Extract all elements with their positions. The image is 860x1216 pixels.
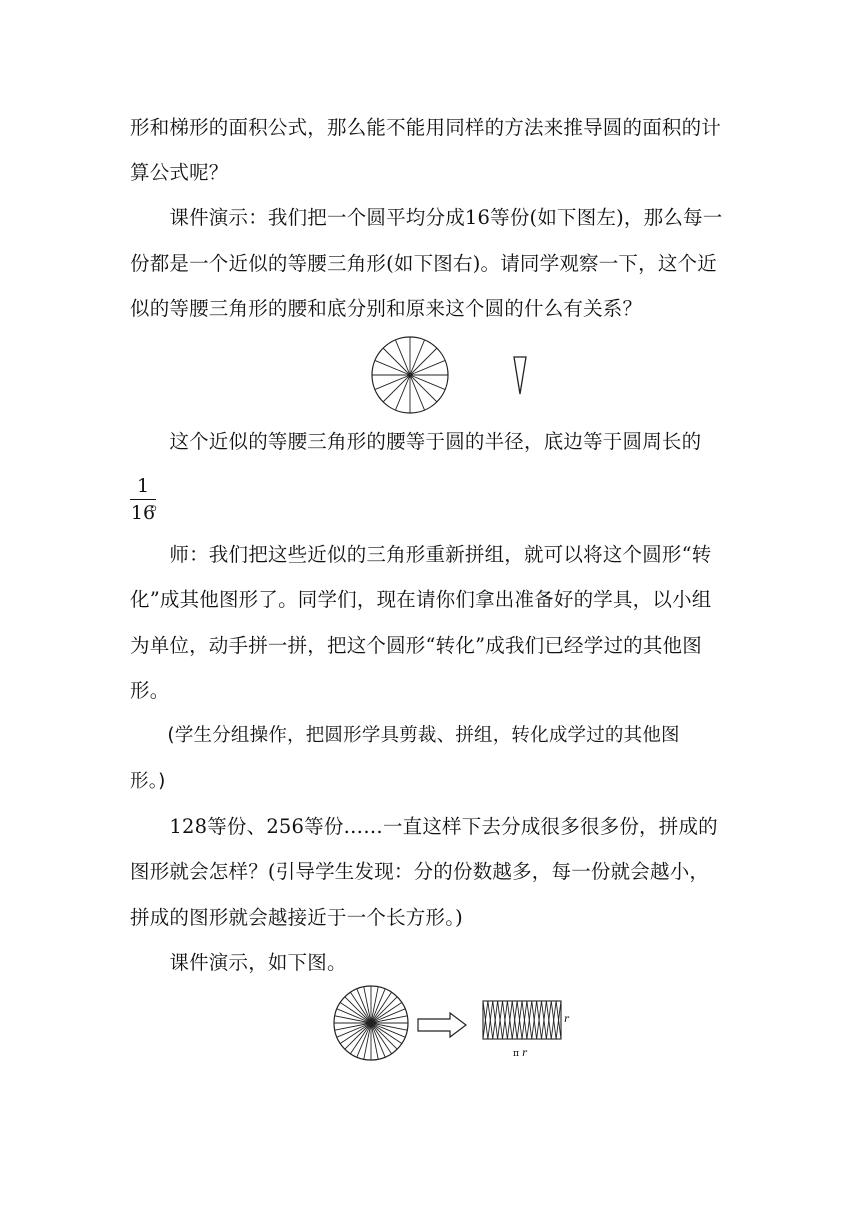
pi-r-label: r — [522, 1048, 527, 1059]
circle-16-spoke — [383, 348, 410, 375]
text-line-1: 形和梯形的面积公式，那么能不能用同样的方法来推导圆的面积的计 — [130, 116, 722, 139]
text-line-9: 为单位，动手拼一拼，把这个圆形“转化”成我们已经学过的其他图 — [130, 634, 702, 657]
isosceles-triangle-shape — [514, 357, 526, 394]
radius-label: r — [564, 1014, 569, 1025]
text-line-12: 形。) — [130, 771, 166, 792]
text-line-5: 似的等腰三角形的腰和底分别和原来这个圆的什么有关系？ — [130, 297, 643, 320]
text-line-4: 份都是一个近似的等腰三角形(如下图右)。请同学观察一下，这个近 — [130, 252, 717, 275]
text-line-16: 课件演示，如下图。 — [130, 951, 347, 974]
circle-32-spoke — [371, 1023, 397, 1049]
text-line-3: 课件演示：我们把一个圆平均分成16等份(如下图左)，那么每一 — [130, 206, 723, 229]
text-line-8: 化”成其他图形了。同学们，现在请你们拿出准备好的学具，以小组 — [130, 588, 712, 611]
fraction-tail: 。 — [150, 492, 170, 514]
text-line-15: 拼成的图形就会越接近于一个长方形。) — [130, 906, 463, 929]
text-line-7: 师：我们把这些近似的三角形重新拼组，就可以将这个圆形“转 — [130, 543, 712, 566]
text-line-2: 算公式呢？ — [130, 161, 229, 184]
circle-32-spoke — [345, 997, 371, 1023]
rectangle-zigzag-sectors — [483, 1001, 561, 1039]
right-arrow-shape — [418, 1013, 466, 1037]
text-line-13: 128等份、256等份……一直这样下去分成很多很多份，拼成的 — [130, 815, 718, 838]
circle-32-spoke — [345, 1023, 371, 1049]
circle-16-spoke — [410, 348, 437, 375]
rectangle-zigzag-sectors-alt — [483, 1001, 561, 1039]
text-line-6: 这个近似的等腰三角形的腰等于圆的半径，底边等于圆周长的 — [130, 430, 702, 453]
circle-to-rectangle-figure — [0, 985, 860, 1075]
circle-16-spoke — [383, 375, 410, 402]
text-line-14: 图形就会怎样？(引导学生发现：分的份数越多，每一份就会越小， — [130, 860, 710, 883]
text-line-10: 形。 — [130, 679, 170, 702]
circle-32-spoke — [371, 997, 397, 1023]
fraction-denominator: 16 — [130, 502, 156, 524]
circle-16-spoke — [410, 375, 437, 402]
approx-rectangle-shape — [483, 1001, 561, 1039]
text-line-11: (学生分组操作，把圆形学具剪裁、拼组，转化成学过的其他图 — [130, 725, 680, 746]
circle-16-sectors-figure — [0, 335, 860, 415]
pi-label: π — [513, 1049, 519, 1059]
fraction-numerator: 1 — [136, 475, 150, 497]
